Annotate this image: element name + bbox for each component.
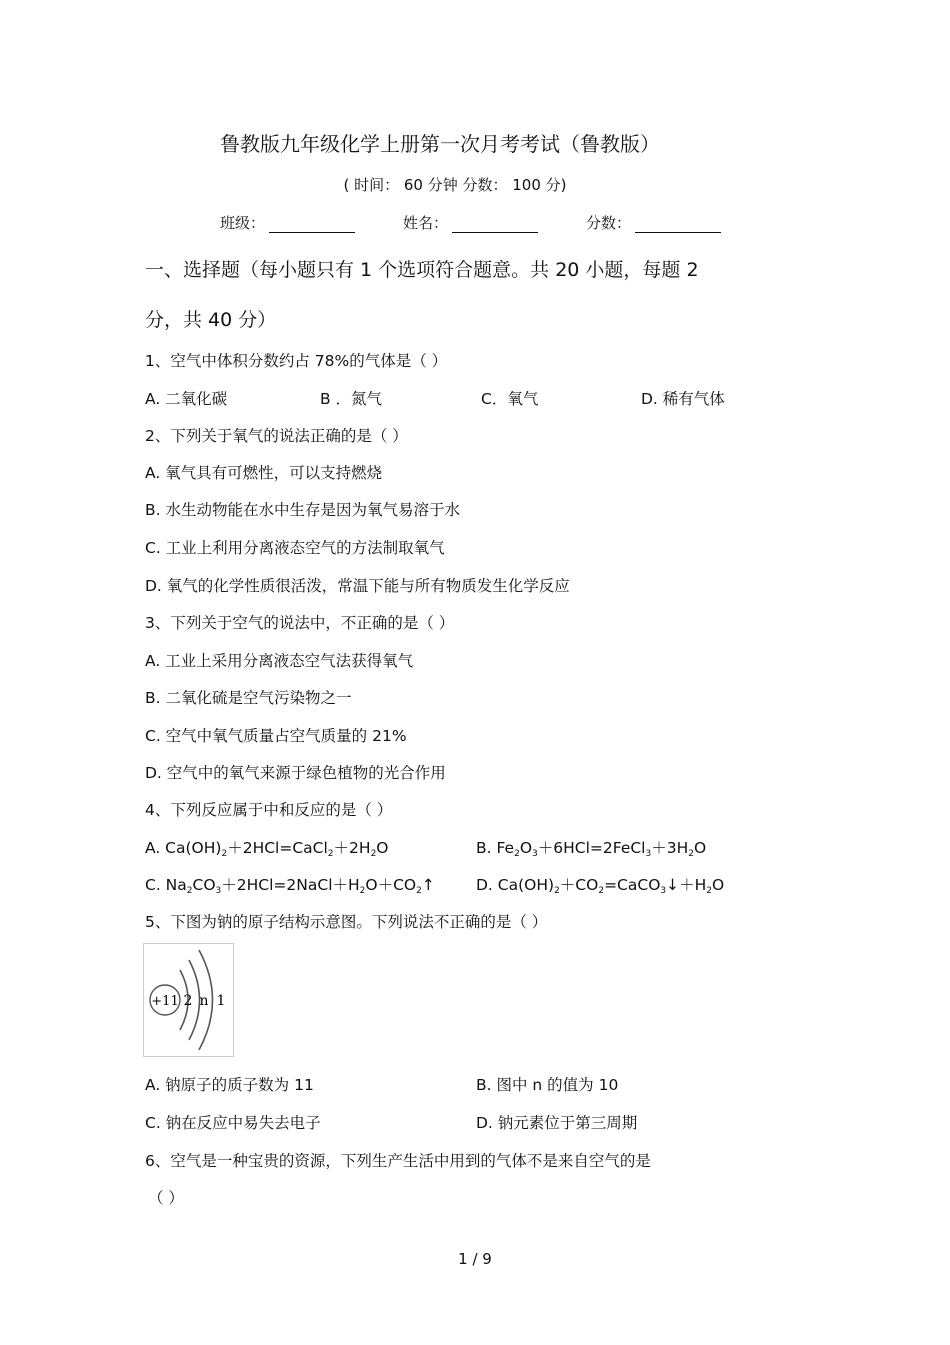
q4-option-d: D. $Ca(OH)_2+CO_2=CaCO_3↓+H_2O$ (476, 876, 725, 896)
shell-1-electrons: 2 (183, 993, 193, 1009)
q5-option-b: B. 图中 n 的值为 10 (476, 1076, 619, 1094)
question-6-answer-paren: （ ） (148, 1189, 184, 1207)
q4-option-a: A. $Ca(OH)_2+2HCl=CaCl_2+2H_2O$ (145, 839, 389, 859)
shell-2-electrons: n (199, 993, 209, 1009)
class-label: 班级： (220, 214, 266, 232)
score-label: 分数： (586, 214, 632, 232)
q4-option-c: C. $Na_2CO_3+2HCl=2NaCl+H_2O+CO_2↑$ (145, 876, 435, 896)
section-heading-line1: 一、选择题（每小题只有 1 个选项符合题意。共 20 小题，每题 2 (145, 259, 699, 281)
question-4-stem: 4、下列反应属于中和反应的是（ ） (145, 801, 393, 819)
q4-option-b: B. $Fe_2O_3+6HCl=2FeCl_3+3H_2O$ (476, 839, 707, 859)
q1-option-d: D. 稀有气体 (641, 390, 725, 408)
q1-option-b: B ．氮气 (320, 390, 383, 408)
name-blank (452, 216, 538, 233)
name-label: 姓名： (403, 214, 449, 232)
score-blank (635, 216, 721, 233)
question-2-stem: 2、下列关于氧气的说法正确的是（ ） (145, 427, 408, 445)
name-field (403, 212, 538, 233)
question-5-stem: 5、下图为钠的原子结构示意图。下列说法不正确的是（ ） (145, 913, 548, 931)
section-heading-line2: 分，共 40 分） (145, 309, 277, 331)
q3-option-c: C. 空气中氧气质量占空气质量的 21% (145, 727, 407, 745)
q1-option-c: C．氧气 (481, 390, 539, 408)
q2-option-c: C. 工业上利用分离液态空气的方法制取氧气 (145, 539, 445, 557)
q3-option-a: A. 工业上采用分离液态空气法获得氧气 (145, 652, 414, 670)
score-field (586, 212, 721, 233)
q1-option-a: A. 二氧化碳 (145, 390, 228, 408)
question-3-stem: 3、下列关于空气的说法中，不正确的是（ ） (145, 614, 455, 632)
question-1-stem: 1、空气中体积分数约占 78%的气体是（ ） (145, 352, 448, 370)
nucleus-charge: +11 (151, 994, 179, 1009)
q5-option-c: C. 钠在反应中易失去电子 (145, 1114, 321, 1132)
question-6-stem: 6、空气是一种宝贵的资源，下列生产生活中用到的气体不是来自空气的是 (145, 1152, 651, 1170)
page-title: 鲁教版九年级化学上册第一次月考考试（鲁教版） (220, 132, 660, 156)
sodium-atom-structure-diagram (143, 943, 234, 1057)
q5-option-a: A. 钠原子的质子数为 11 (145, 1076, 314, 1094)
q2-option-b: B. 水生动物能在水中生存是因为氧气易溶于水 (145, 501, 460, 519)
q5-option-d: D. 钠元素位于第三周期 (476, 1114, 638, 1132)
page-number: 1 / 9 (458, 1250, 492, 1268)
q3-option-b: B. 二氧化硫是空气污染物之一 (145, 689, 352, 707)
q2-option-d: D. 氧气的化学性质很活泼，常温下能与所有物质发生化学反应 (145, 577, 570, 595)
q3-option-d: D. 空气中的氧气来源于绿色植物的光合作用 (145, 764, 446, 782)
atom-diagram-svg (144, 944, 233, 1056)
exam-subtitle: ( 时间： 60 分钟 分数： 100 分) (343, 176, 567, 194)
class-blank (269, 216, 355, 233)
class-field (220, 212, 355, 233)
shell-3-electrons: 1 (216, 993, 226, 1009)
q2-option-a: A. 氧气具有可燃性，可以支持燃烧 (145, 464, 383, 482)
